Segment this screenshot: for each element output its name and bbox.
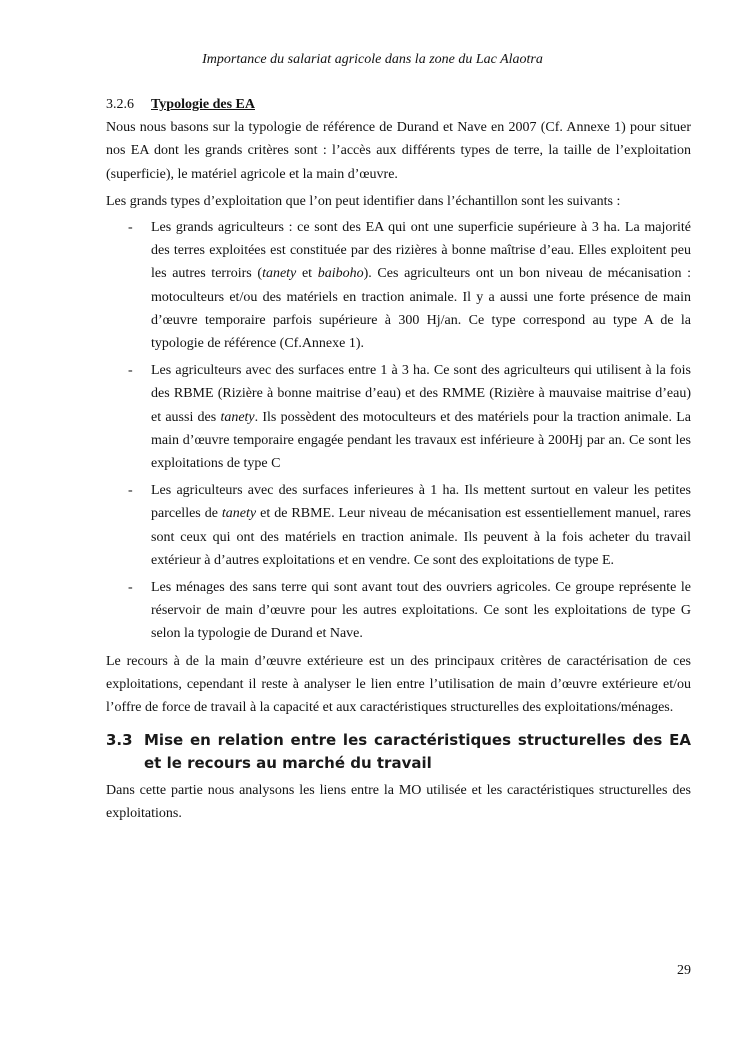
list-item-text: . Ils possèdent des motoculteurs et des matériels pour la traction animale. La main d’œuvre temporaire engagée pendant les travaux est inférieure à 200Hj par an. Ce sont les exploitations de type C (151, 409, 691, 472)
paragraph-main-oeuvre-exterieure: Le recours à de la main d’œuvre extérieure est un des principaux critères de caractérisation de ces exploitations, cependant il reste à analyser le lien entre l’utilisation de main d’œuvre extérieure et/ou l’offre de force de travail à la capacité et aux caractéristiques structurelles des exploitations/ménages. (106, 653, 691, 716)
list-item-text: Les grands agriculteurs : ce sont des EA qui ont une superficie supérieure à 3 ha. La majorité des terres exploitées est constituée par des rizières à bonne maîtrise d’eau. Elles exploitent peu les autres terroirs ( (151, 220, 691, 282)
running-header: Importance du salariat agricole dans la zone du Lac Alaotra (202, 52, 543, 67)
italic-term: tanety (221, 506, 257, 522)
paragraph-types-intro: Les grands types d’exploitation que l’on peut identifier dans l’échantillon sont les suivants : (106, 193, 621, 209)
paragraph-typology-reference: Nous nous basons sur la typologie de référence de Durand et Nave en 2007 (Cf. Annexe 1) pour situer nos EA dont les grands critères sont : l’accès aux différents types de terre, la taille de l’exploitation (superficie), le matériel agricole et la main d’œuvre. (106, 120, 691, 182)
section-number: 3.3 (106, 731, 133, 750)
list-item-type-e (106, 479, 691, 572)
paragraph-section-intro: Dans cette partie nous analysons les liens entre la MO utilisée et les caractéristiques structurelles des exploitations. (106, 783, 691, 822)
italic-term: tanety (220, 409, 255, 425)
page-body (106, 93, 691, 826)
subsection-heading (106, 93, 691, 116)
exploitation-types-list (106, 216, 691, 646)
list-item-grands-agriculteurs (106, 216, 691, 355)
italic-term: tanety (262, 266, 297, 282)
list-item-text: et (296, 266, 318, 282)
subsection-title: Typologie des EA (151, 97, 255, 112)
bullet-dash: - (128, 220, 133, 236)
subsection-number: 3.2.6 (106, 97, 134, 112)
bullet-dash: - (128, 483, 133, 499)
bullet-dash: - (128, 580, 133, 596)
list-item-text: Les ménages des sans terre qui sont avant tout des ouvriers agricoles. Ce groupe représente le réservoir de main d’œuvre pour les autres exploitations. Ce sont les exploitations de type G selon la typologie de Durand et Nave. (151, 580, 691, 642)
bullet-dash: - (128, 363, 133, 379)
section-title: Mise en relation entre les caractéristiques structurelles des EA et le recours au marché du travail (144, 731, 691, 773)
italic-term: baiboho (317, 266, 364, 282)
list-item-text: Les agriculteurs avec des surfaces entre 1 à 3 ha. Ce sont des agriculteurs qui utilisent à la fois des RBME (Rizière à bonne maitrise d’eau) et des RMME (Rizière à mauvaise maitrise d’eau) et aussi des (151, 363, 691, 425)
section-heading (106, 729, 691, 775)
list-item-type-g (106, 576, 691, 646)
page-number: 29 (677, 963, 691, 978)
list-item-text: ). Ces agriculteurs ont un bon niveau de mécanisation : motoculteurs et/ou des matériels en traction animale. Il y a aussi une forte présence de main d’œuvre temporaire parfois supérieure à 300 Hj/an. Ce type correspond au type A de la typologie de référence (Cf.Annexe 1). (151, 266, 691, 352)
list-item-type-c (106, 359, 691, 475)
list-item-text: Les agriculteurs avec des surfaces inferieures à 1 ha. Ils mettent surtout en valeur les petites parcelles de (151, 483, 691, 522)
list-item-text: et de RBME. Leur niveau de mécanisation est essentiellement manuel, rares sont ceux qui ont des matériels en traction animale. Ils peuvent à la fois acheter du travail extérieur à d’autres exploitations et en vendre. Ce sont des exploitations de type E. (151, 506, 691, 568)
